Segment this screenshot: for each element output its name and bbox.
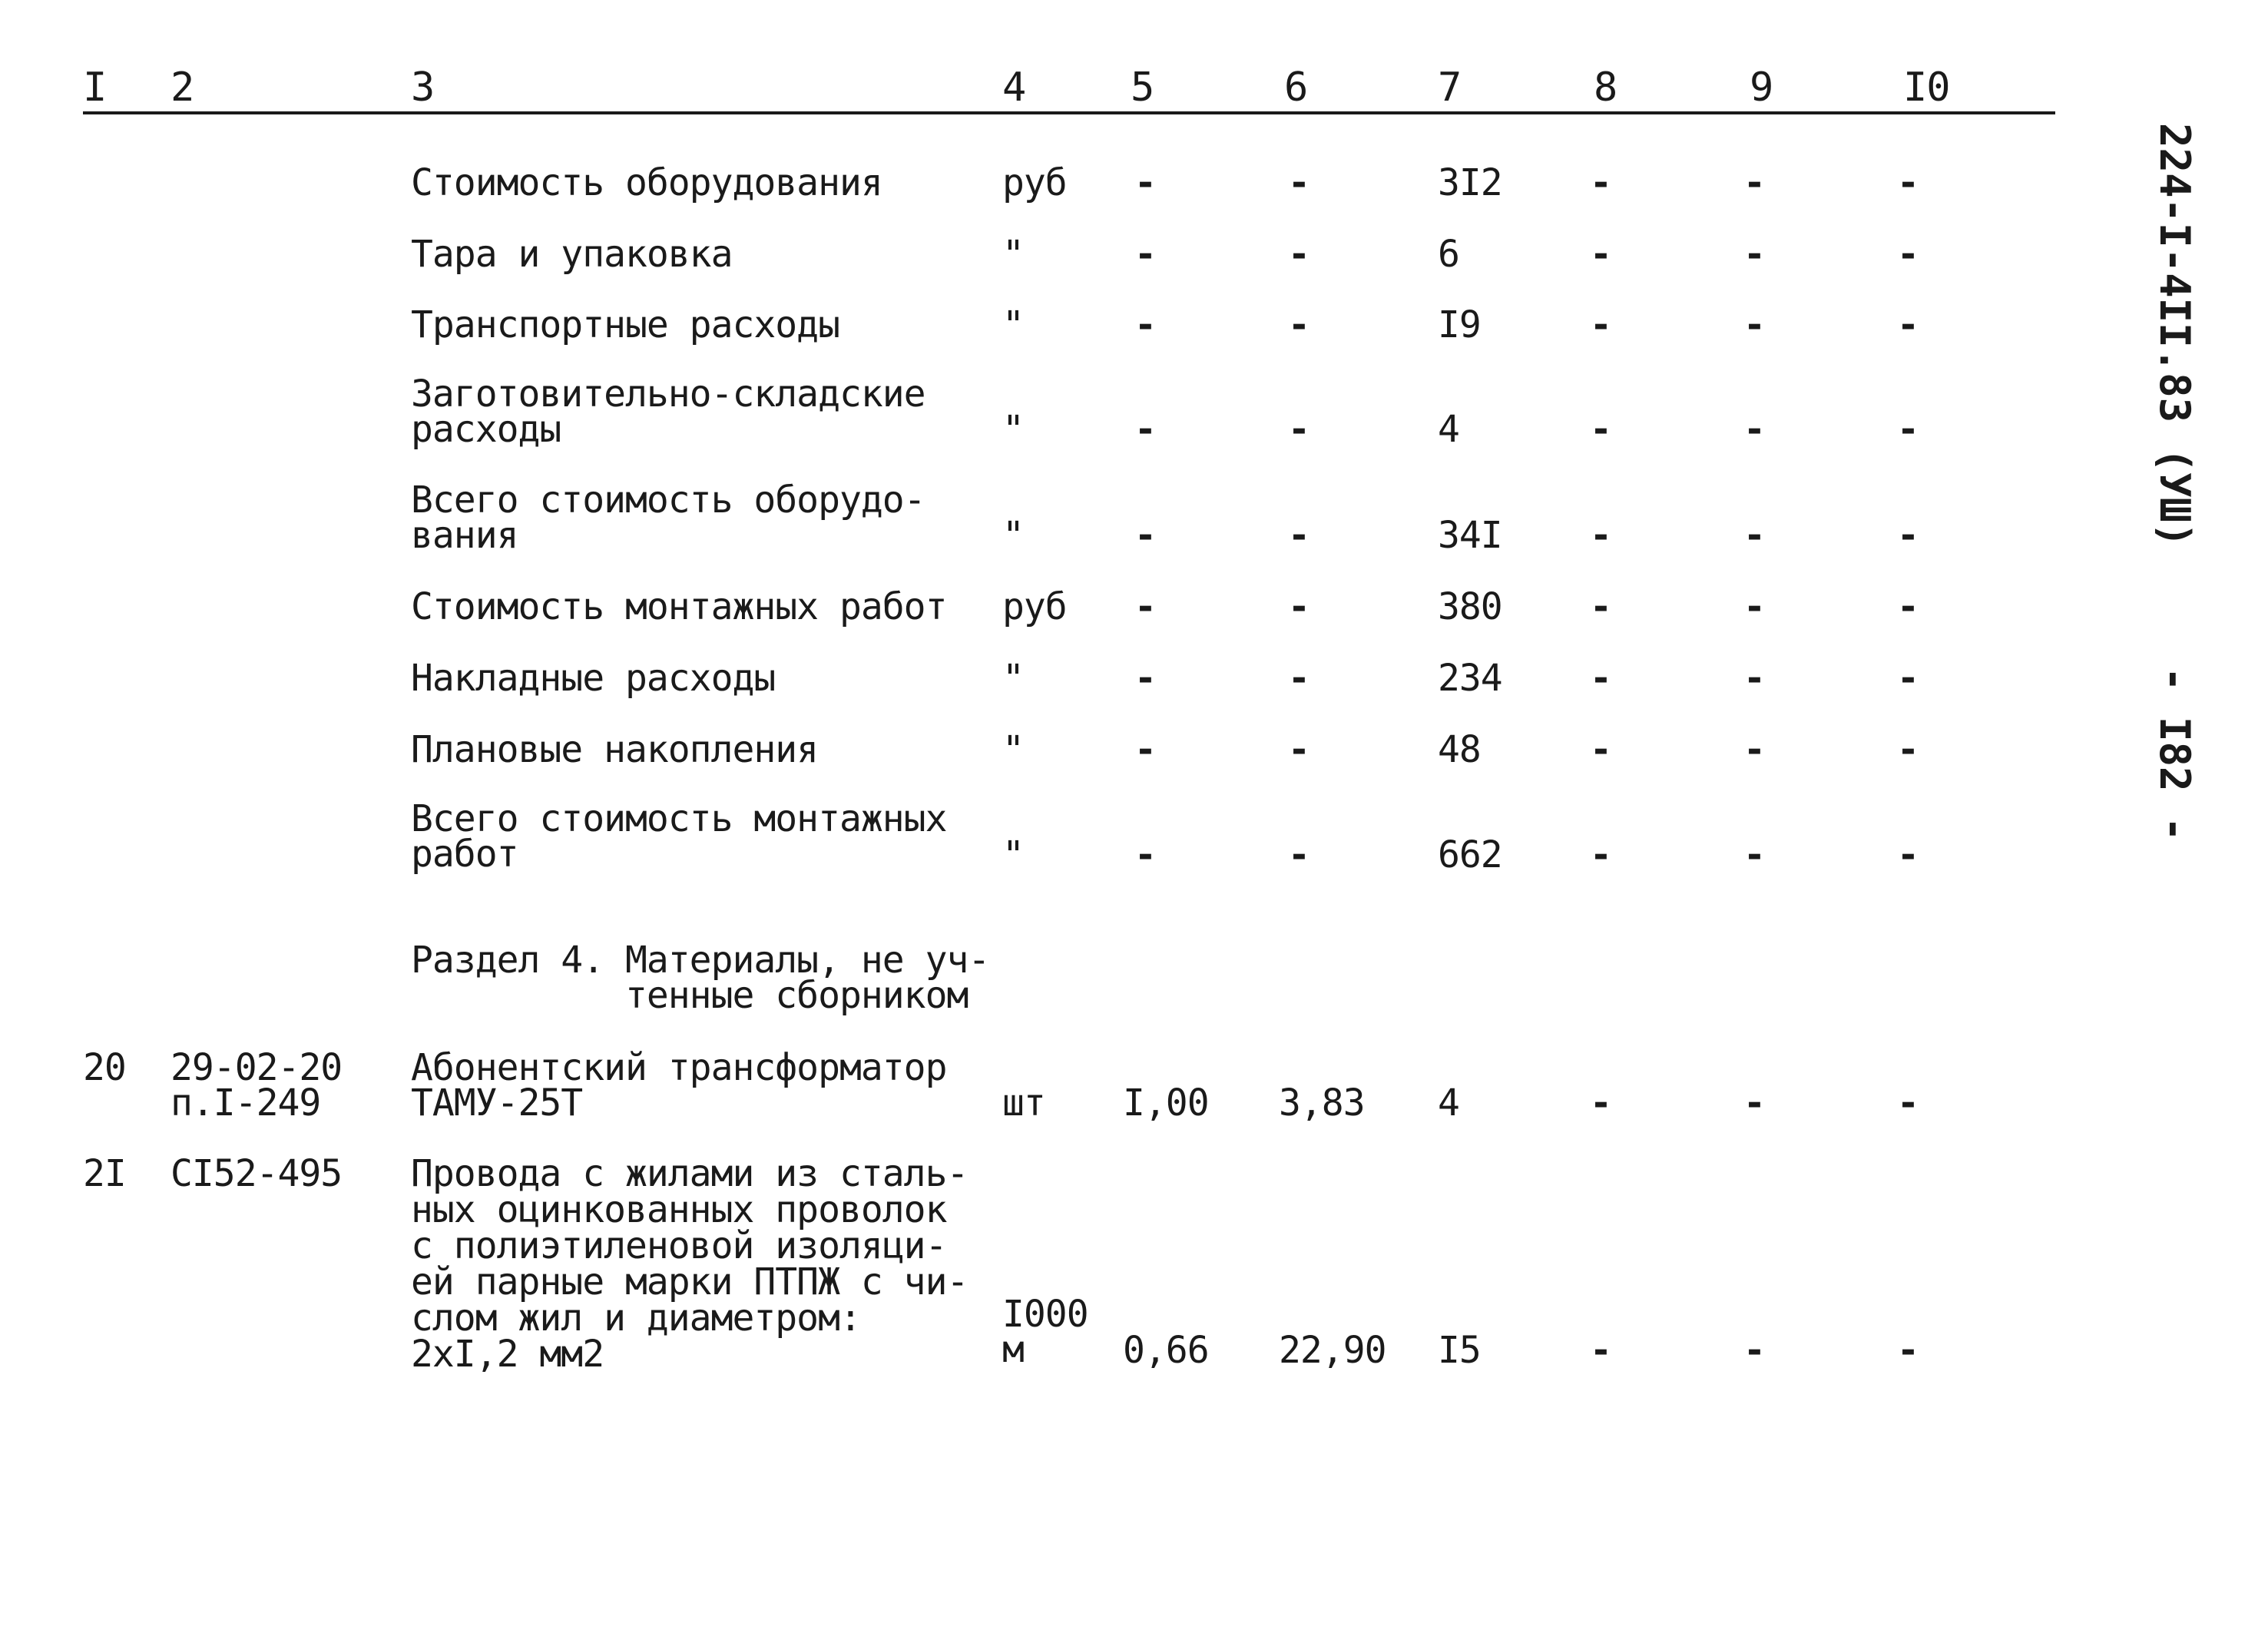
item-col8: -: [1590, 1329, 1611, 1372]
row-description: Стоимость оборудования: [411, 161, 882, 204]
col-header-6: 6: [1284, 65, 1308, 111]
col-header-4: 4: [1002, 65, 1026, 111]
row-col10: -: [1897, 408, 1919, 451]
row-col9: -: [1743, 514, 1765, 557]
item-unit: шт: [1002, 1081, 1045, 1125]
item-col9: -: [1743, 1329, 1765, 1372]
row-description: Тара и упаковка: [411, 233, 733, 276]
item-col6: 22,90: [1279, 1329, 1386, 1372]
col-header-8: 8: [1594, 65, 1617, 111]
row-col8: -: [1590, 585, 1611, 628]
row-col7: I9: [1438, 303, 1481, 346]
row-col9: -: [1743, 303, 1765, 346]
row-col5: -: [1134, 408, 1156, 451]
row-col6: -: [1288, 514, 1309, 557]
row-col10: -: [1897, 514, 1919, 557]
row-unit: ": [1002, 514, 1024, 557]
row-col8: -: [1590, 303, 1611, 346]
document-code: 224-I-4II.83 (УШ): [2150, 123, 2199, 548]
row-col6: -: [1288, 161, 1309, 204]
row-col9: -: [1743, 728, 1765, 771]
item-col6: 3,83: [1279, 1081, 1365, 1125]
row-col10: -: [1897, 233, 1919, 276]
row-col8: -: [1590, 408, 1611, 451]
item-number: 20: [83, 1046, 126, 1089]
row-col7: 3I2: [1438, 161, 1502, 204]
item-col10: -: [1897, 1329, 1919, 1372]
col-header-7: 7: [1438, 65, 1462, 111]
row-col5: -: [1134, 514, 1156, 557]
row-description: Плановые накопления: [411, 728, 819, 771]
row-col9: -: [1743, 161, 1765, 204]
row-unit: ": [1002, 728, 1024, 771]
col-header-3: 3: [411, 65, 435, 111]
row-unit: ": [1002, 833, 1024, 876]
row-description: Всего стоимость монтажных работ: [411, 797, 947, 876]
header-rule: [83, 111, 2055, 114]
item-col5: I,00: [1123, 1081, 1209, 1125]
page-number: - I82 -: [2150, 667, 2199, 842]
row-col8: -: [1590, 657, 1611, 700]
row-col5: -: [1134, 161, 1156, 204]
row-col6: -: [1288, 233, 1309, 276]
item-code: 29-02-20 п.I-249: [171, 1046, 343, 1125]
row-unit: руб: [1002, 585, 1067, 628]
row-col5: -: [1134, 657, 1156, 700]
row-col6: -: [1288, 657, 1309, 700]
row-col7: 380: [1438, 585, 1502, 628]
row-col8: -: [1590, 514, 1611, 557]
row-col9: -: [1743, 585, 1765, 628]
row-col9: -: [1743, 657, 1765, 700]
row-unit: ": [1002, 303, 1024, 346]
row-description: Накладные расходы: [411, 657, 776, 700]
item-col10: -: [1897, 1081, 1919, 1125]
row-col7: 4: [1438, 408, 1459, 451]
row-col10: -: [1897, 657, 1919, 700]
item-number: 2I: [83, 1152, 126, 1195]
row-col10: -: [1897, 161, 1919, 204]
col-header-10: I0: [1903, 65, 1950, 111]
row-col7: 6: [1438, 233, 1459, 276]
row-col5: -: [1134, 585, 1156, 628]
row-description: Заготовительно-складские расходы: [411, 373, 925, 451]
col-header-9: 9: [1750, 65, 1773, 111]
row-col7: 34I: [1438, 514, 1502, 557]
item-col7: 4: [1438, 1081, 1459, 1125]
col-header-1: I: [83, 65, 107, 111]
col-header-5: 5: [1131, 65, 1154, 111]
row-col5: -: [1134, 833, 1156, 876]
row-col5: -: [1134, 233, 1156, 276]
row-col6: -: [1288, 408, 1309, 451]
row-col6: -: [1288, 585, 1309, 628]
row-col10: -: [1897, 303, 1919, 346]
row-col7: 662: [1438, 833, 1502, 876]
row-description: Всего стоимость оборудо- вания: [411, 479, 925, 557]
row-col9: -: [1743, 408, 1765, 451]
item-unit: I000 м: [1002, 1293, 1088, 1371]
row-col10: -: [1897, 585, 1919, 628]
row-col8: -: [1590, 833, 1611, 876]
row-col7: 48: [1438, 728, 1481, 771]
col-header-2: 2: [171, 65, 194, 111]
row-col6: -: [1288, 728, 1309, 771]
row-col9: -: [1743, 233, 1765, 276]
row-col8: -: [1590, 161, 1611, 204]
row-col10: -: [1897, 728, 1919, 771]
row-col5: -: [1134, 303, 1156, 346]
row-col5: -: [1134, 728, 1156, 771]
row-unit: ": [1002, 233, 1024, 276]
item-col8: -: [1590, 1081, 1611, 1125]
row-unit: ": [1002, 657, 1024, 700]
row-unit: ": [1002, 408, 1024, 451]
item-col5: 0,66: [1123, 1329, 1209, 1372]
row-col7: 234: [1438, 657, 1502, 700]
row-unit: руб: [1002, 161, 1067, 204]
row-description: Транспортные расходы: [411, 303, 839, 346]
item-code: СI52-495: [171, 1152, 343, 1195]
row-col6: -: [1288, 833, 1309, 876]
section-title: Раздел 4. Материалы, не уч- тенные сборником: [411, 939, 990, 1017]
row-col9: -: [1743, 833, 1765, 876]
row-description: Стоимость монтажных работ: [411, 585, 947, 628]
row-col6: -: [1288, 303, 1309, 346]
row-col8: -: [1590, 728, 1611, 771]
item-col7: I5: [1438, 1329, 1481, 1372]
row-col8: -: [1590, 233, 1611, 276]
item-col9: -: [1743, 1081, 1765, 1125]
row-col10: -: [1897, 833, 1919, 876]
item-description: Провода с жилами из сталь- ных оцинкованных проволок с полиэтиленовой изоляци- ей парные марки ПТПЖ с чи- слом жил и диаметром: 2хI,2 мм2: [411, 1152, 968, 1376]
item-description: Абонентский трансформатор ТАМУ-25Т: [411, 1046, 947, 1125]
